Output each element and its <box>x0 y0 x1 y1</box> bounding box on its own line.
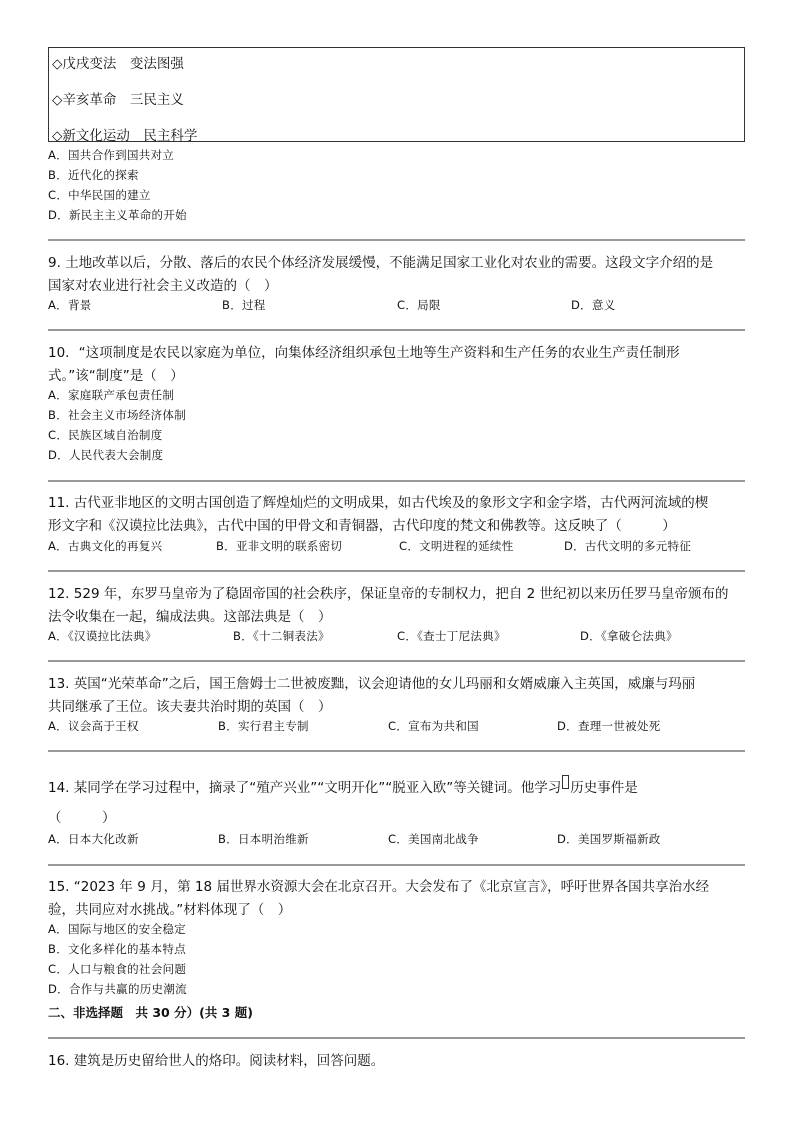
q8-option-b[interactable]: B．近代化的探索 <box>48 168 139 182</box>
q11-option-b[interactable]: B．亚非文明的联系密切 <box>216 539 343 553</box>
q9-option-d[interactable]: D．意义 <box>571 298 616 312</box>
q14-text-line1 <box>48 775 638 796</box>
q15-option-a[interactable]: A．国际与地区的安全稳定 <box>48 922 186 936</box>
q10-option-a[interactable]: A．家庭联产承包责任制 <box>48 388 175 402</box>
separator <box>48 750 745 752</box>
q14-text-line2: （ ） <box>48 810 116 826</box>
q11-option-d[interactable]: D．古代文明的多元特征 <box>564 539 692 553</box>
q12-option-b[interactable]: B．《十二铜表法》 <box>233 629 330 643</box>
separator <box>48 570 745 572</box>
separator <box>48 480 745 482</box>
box-line-3: ◇新文化运动 民主科学 <box>52 128 198 144</box>
separator <box>48 660 745 662</box>
q13-text-line1: 13. 英国“光荣革命”之后，国王詹姆士二世被废黜，议会迎请他的女儿玛丽和女婿威廉入主英国，威廉与玛丽 <box>48 676 696 692</box>
q10-option-c[interactable]: C．民族区域自治制度 <box>48 428 163 442</box>
separator <box>48 864 745 866</box>
q12-option-a[interactable]: A．《汉谟拉比法典》 <box>48 629 157 643</box>
q11-text-line1: 11. 古代亚非地区的文明古国创造了辉煌灿烂的文明成果，如古代埃及的象形文字和金字塔，古代两河流域的楔 <box>48 495 709 511</box>
q9-option-c[interactable]: C．局限 <box>397 298 441 312</box>
q10-text-line1: 10．“这项制度是农民以家庭为单位，向集体经济组织承包土地等生产资料和生产任务的农业生产责任制形 <box>48 345 680 361</box>
q13-text-line2: 共同继承了王位。该夫妻共治时期的英国（ ） <box>48 699 332 715</box>
q9-option-b[interactable]: B．过程 <box>222 298 266 312</box>
q10-text-line2: 式。”该“制度”是（ ） <box>48 368 184 384</box>
q14-option-a[interactable]: A．日本大化改新 <box>48 832 139 846</box>
q15-option-b[interactable]: B．文化多样化的基本特点 <box>48 942 186 956</box>
box-line-1: ◇戊戌变法 变法图强 <box>52 56 184 72</box>
section-heading: 二、非选择题 共 30 分）(共 3 题) <box>48 1005 253 1020</box>
q14-option-d[interactable]: D．美国罗斯福新政 <box>557 832 661 846</box>
q15-option-c[interactable]: C．人口与粮食的社会问题 <box>48 962 187 976</box>
q9-option-a[interactable]: A．背景 <box>48 298 92 312</box>
q13-option-d[interactable]: D．查理一世被处死 <box>557 719 661 733</box>
separator <box>48 329 745 331</box>
q11-option-c[interactable]: C．文明进程的延续性 <box>399 539 514 553</box>
q14-option-c[interactable]: C．美国南北战争 <box>388 832 479 846</box>
q9-text-line2: 国家对农业进行社会主义改造的（ ） <box>48 278 278 294</box>
q12-text-line1: 12. 529 年，东罗马皇帝为了稳固帝国的社会秩序，保证皇帝的专制权力，把自 2 世纪初以来历任罗马皇帝颁布的 <box>48 586 729 602</box>
q15-text-line2: 验，共同应对水挑战。”材料体现了（ ） <box>48 902 292 918</box>
q12-option-d[interactable]: D．《拿破仑法典》 <box>580 629 678 643</box>
separator <box>48 1037 745 1039</box>
material-box <box>48 47 745 142</box>
q8-option-d[interactable]: D．新民主主义革命的开始 <box>48 208 187 222</box>
missing-glyph-box <box>562 775 569 789</box>
q13-option-b[interactable]: B．实行君主专制 <box>218 719 309 733</box>
q11-text-line2: 形文字和《汉谟拉比法典》，古代中国的甲骨文和青铜器，古代印度的梵文和佛教等。这反映了（ ） <box>48 518 676 534</box>
q9-text-line1: 9. 土地改革以后，分散、落后的农民个体经济发展缓慢，不能满足国家工业化对农业的需要。这段文字介绍的是 <box>48 255 714 271</box>
q11-option-a[interactable]: A．古典文化的再复兴 <box>48 539 163 553</box>
q15-text-line1: 15. “2023 年 9 月，第 18 届世界水资源大会在北京召开。大会发布了《北京宣言》，呼吁世界各国共享治水经 <box>48 879 710 895</box>
q8-option-a[interactable]: A．国共合作到国共对立 <box>48 148 175 162</box>
q12-text-line2: 法令收集在一起，编成法典。这部法典是（ ） <box>48 609 332 625</box>
box-line-2: ◇辛亥革命 三民主义 <box>52 92 184 108</box>
q16-text-line1: 16. 建筑是历史留给世人的烙印。阅读材料，回答问题。 <box>48 1053 385 1069</box>
q13-option-c[interactable]: C．宣布为共和国 <box>388 719 479 733</box>
q8-option-c[interactable]: C．中华民国的建立 <box>48 188 151 202</box>
q12-option-c[interactable]: C．《查士丁尼法典》 <box>397 629 506 643</box>
q13-option-a[interactable]: A．议会高于王权 <box>48 719 139 733</box>
separator <box>48 239 745 241</box>
q14-text-line1a: 14. 某同学在学习过程中，摘录了“殖产兴业”“文明开化”“脱亚入欧”等关键词。他学习 <box>48 780 562 796</box>
q14-option-b[interactable]: B．日本明治维新 <box>218 832 309 846</box>
q15-option-d[interactable]: D．合作与共赢的历史潮流 <box>48 982 187 996</box>
q10-option-d[interactable]: D．人民代表大会制度 <box>48 448 164 462</box>
q10-option-b[interactable]: B．社会主义市场经济体制 <box>48 408 186 422</box>
q14-text-line1b: 历史事件是 <box>570 780 638 796</box>
